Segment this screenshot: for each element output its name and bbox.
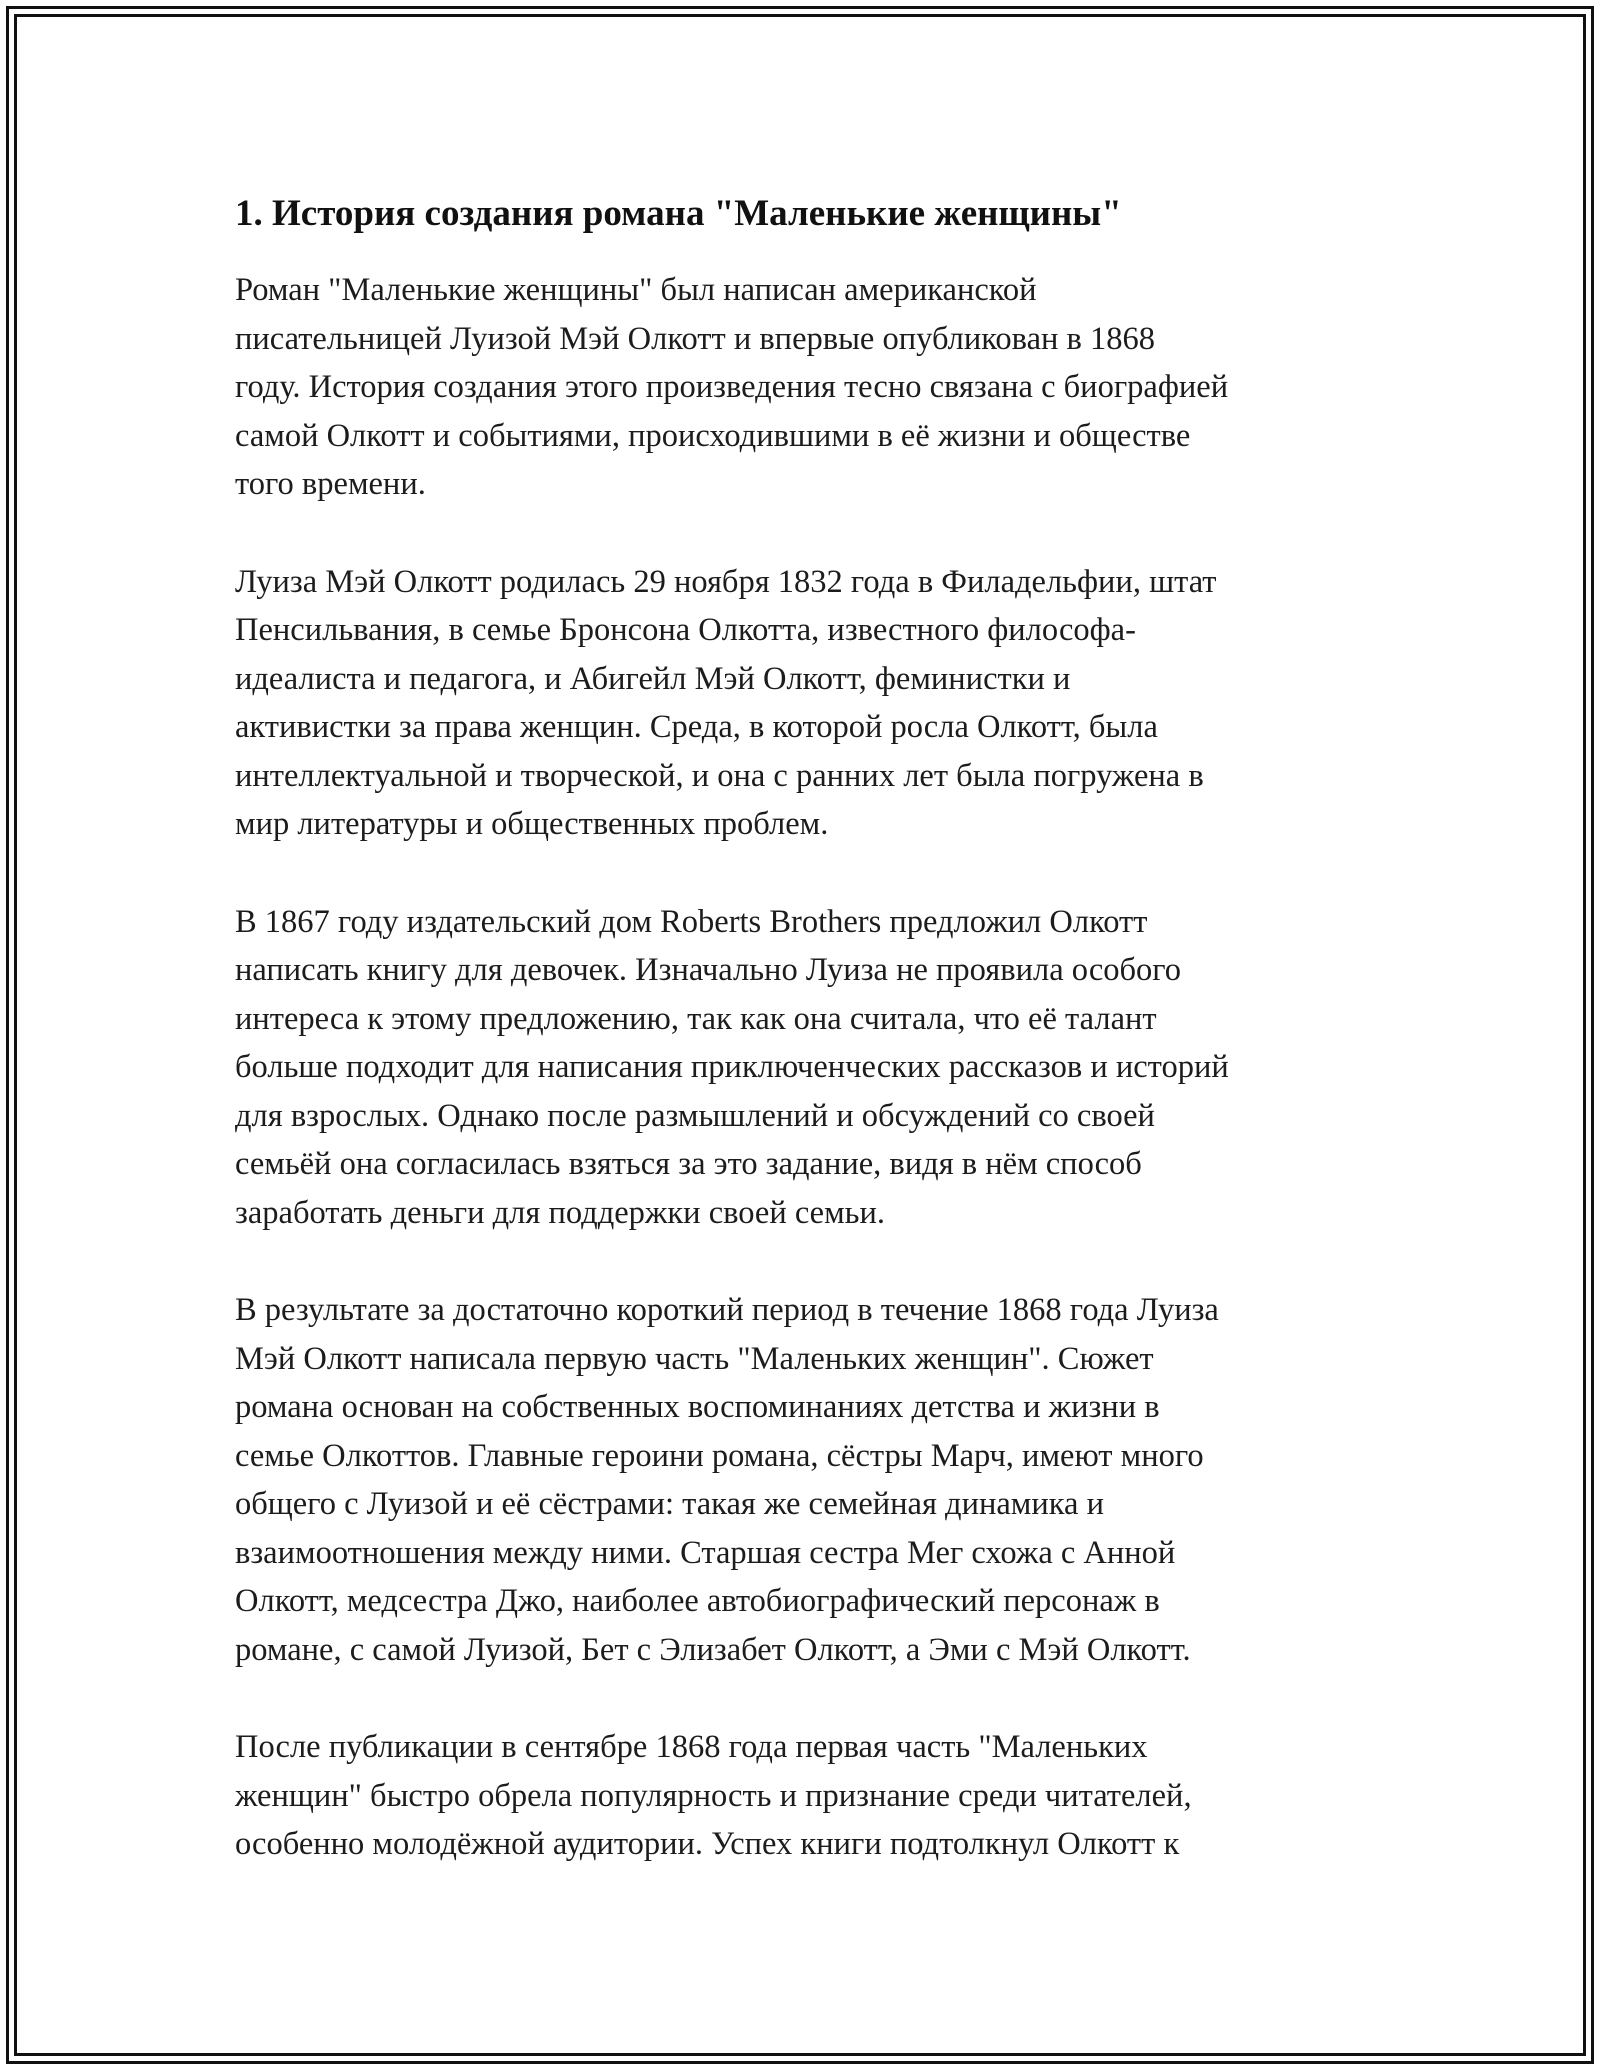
paragraph-biography [235, 558, 1385, 849]
section-heading: 1. История создания романа "Маленькие женщины" [235, 193, 1122, 234]
text-line: Мэй Олкотт написала первую часть "Маленьких женщин". Сюжет [235, 1340, 1154, 1377]
text-line: мир литературы и общественных проблем. [235, 806, 829, 842]
text-line: интереса к этому предложению, так как она считала, что её талант [235, 1000, 1157, 1037]
text-line: идеалиста и педагога, и Абигейл Мэй Олкотт, феминистки и [235, 660, 1071, 697]
text-line: Луиза Мэй Олкотт родилась 29 ноября 1832 года в Филадельфии, штат [235, 563, 1217, 600]
text-line: самой Олкотт и событиями, происходившими в её жизни и обществе [235, 417, 1191, 454]
paragraph-origin [235, 266, 1385, 509]
text-line: женщин" быстро обрела популярность и признание среди читателей, [235, 1777, 1192, 1814]
text-line: общего с Луизой и её сёстрами: такая же семейная динамика и [235, 1486, 1104, 1522]
text-line: писательницей Луизой Мэй Олкотт и впервые опубликован в 1868 [235, 320, 1155, 357]
text-line: семьёй она согласилась взяться за это задание, видя в нём способ [235, 1146, 1142, 1182]
paragraph-commission [235, 898, 1385, 1238]
text-line: активистки за права женщин. Среда, в которой росла Олкотт, была [235, 709, 1158, 745]
text-line: году. История создания этого произведения тесно связана с биографией [235, 369, 1229, 405]
text-line: того времени. [235, 466, 426, 502]
text-line: взаимоотношения между ними. Старшая сестра Мег схожа с Анной [235, 1534, 1176, 1571]
text-line: романе, с самой Луизой, Бет с Элизабет Олкотт, а Эми с Мэй Олкотт. [235, 1631, 1191, 1668]
text-line: интеллектуальной и творческой, и она с ранних лет была погружена в [235, 757, 1204, 794]
text-line: особенно молодёжной аудитории. Успех книги подтолкнул Олкотт к [235, 1826, 1180, 1862]
text-line: семье Олкоттов. Главные героини романа, сёстры Марч, имеют много [235, 1437, 1204, 1474]
paragraph-writing [235, 1286, 1385, 1674]
text-line: В результате за достаточно короткий период в течение 1868 года Луиза [235, 1292, 1219, 1328]
document-body [235, 188, 1385, 1918]
text-line: заработать деньги для поддержки своей семьи. [235, 1194, 885, 1231]
text-line: Роман "Маленькие женщины" был написан американской [235, 272, 1037, 308]
paragraph-publication [235, 1723, 1385, 1869]
text-line: больше подходит для написания приключенческих рассказов и историй [235, 1049, 1229, 1085]
text-line: для взрослых. Однако после размышлений и обсуждений со своей [235, 1097, 1155, 1134]
text-line: После публикации в сентябре 1868 года первая часть "Маленьких [235, 1729, 1148, 1765]
text-line: Олкотт, медсестра Джо, наиболее автобиографический персонаж в [235, 1583, 1160, 1619]
text-line: написать книгу для девочек. Изначально Луиза не проявила особого [235, 952, 1182, 988]
text-line: романа основан на собственных воспоминаниях детства и жизни в [235, 1389, 1160, 1425]
text-line: Пенсильвания, в семье Бронсона Олкотта, известного философа- [235, 612, 1136, 648]
text-line: В 1867 году издательский дом Roberts Brothers предложил Олкотт [235, 903, 1148, 940]
